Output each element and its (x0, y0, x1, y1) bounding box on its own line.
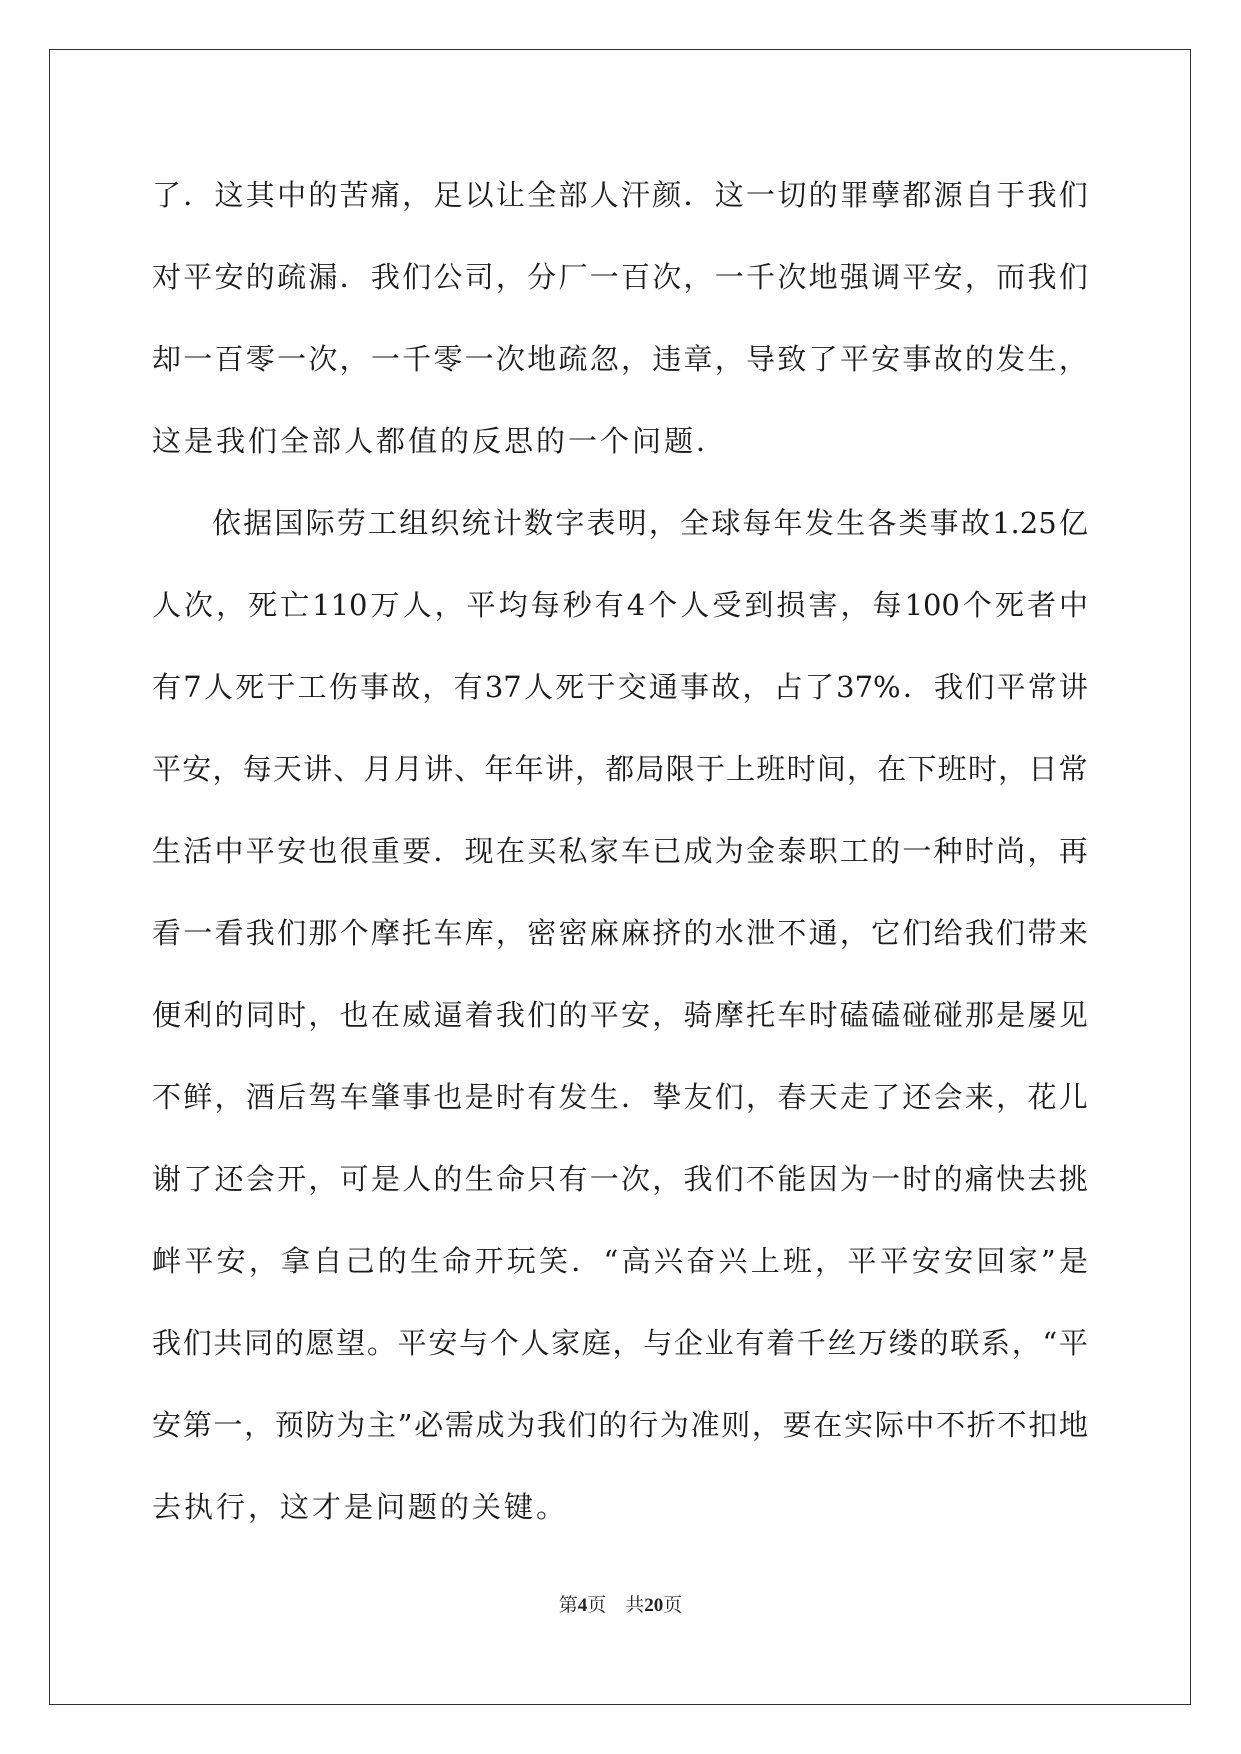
paragraph-2-line-12: 安 第 一 ， 预 防 为 主 ” 必 需 成 为 我 们 的 行 为 准 则 ， 要 在 实 际 中 不 折 不 扣 地 (152, 1408, 1088, 1442)
paragraph-2-line-9: 谢 了 还 会 开 ， 可 是 人 的 生 命 只 有 一 次 ， 我 们 不 能 因 为 一 时 的 痛 快 去 挑 (152, 1162, 1088, 1196)
paragraph-2-line-1: 依 据 国 际 劳 工 组 织 统 计 数 字 表 明 ， 全 球 每 年 发 生 各 类 事 故 1.25 亿 (212, 506, 1088, 540)
paragraph-2-line-6: 看 一 看 我 们 那 个 摩 托 车 库 ， 密 密 麻 麻 挤 的 水 泄 不 通 ， 它 们 给 我 们 带 来 (152, 916, 1088, 950)
paragraph-1-line-1: 了 ． 这 其 中 的 苦 痛 ， 足 以 让 全 部 人 汗 颜 ． 这 一 切 的 罪 孽 都 源 自 于 我 们 (152, 178, 1088, 212)
page-number-total: 20 (644, 1595, 664, 1616)
paragraph-2-line-10: 衅 平 安 ， 拿 自 己 的 生 命 开 玩 笑 ． “ 高 兴 奋 兴 上 班 ， 平 平 安 安 回 家 ” 是 (152, 1244, 1088, 1278)
page-number-current: 4 (577, 1595, 588, 1616)
paragraph-2-line-5: 生 活 中 平 安 也 很 重 要 ． 现 在 买 私 家 车 已 成 为 金 泰 职 工 的 一 种 时 尚 ， 再 (152, 834, 1088, 868)
page-number-mid: 页 共 (587, 1595, 645, 1616)
paragraph-1-line-3: 却 一 百 零 一 次 ， 一 千 零 一 次 地 疏 忽 ， 违 章 ， 导 致 了 平 安 事 故 的 发 生 ， (152, 342, 1088, 376)
paragraph-2-line-13: 去执行，这才是问题的关键。 (152, 1490, 569, 1524)
paragraph-2-line-3: 有 7 人 死 于 工 伤 事 故 ， 有 37 人 死 于 交 通 事 故 ， 占 了 37% ． 我 们 平 常 讲 (152, 670, 1088, 704)
paragraph-1-line-4: 这是我们全部人都值的反思的一个问题． (152, 424, 729, 458)
paragraph-2-line-7: 便 利 的 同 时 ， 也 在 威 逼 着 我 们 的 平 安 ， 骑 摩 托 车 时 磕 磕 碰 碰 那 是 屡 见 (152, 998, 1088, 1032)
paragraph-2-line-8: 不 鲜 ， 酒 后 驾 车 肇 事 也 是 时 有 发 生 ． 挚 友 们 ， 春 天 走 了 还 会 来 ， 花 儿 (152, 1080, 1088, 1114)
paragraph-2-line-2: 人 次 ， 死 亡 110 万 人 ， 平 均 每 秒 有 4 个 人 受 到 损 害 ， 每 100 个 死 者 中 (152, 588, 1088, 622)
page-number-prefix: 第 (558, 1595, 578, 1616)
page-footer (0, 1590, 1241, 1617)
paragraph-2-line-11: 我 们 共 同 的 愿 望 。 平 安 与 个 人 家 庭 ， 与 企 业 有 着 千 丝 万 缕 的 联 系 ， “ 平 (152, 1326, 1088, 1360)
paragraph-1-line-2: 对 平 安 的 疏 漏 ． 我 们 公 司 ， 分 厂 一 百 次 ， 一 千 次 地 强 调 平 安 ， 而 我 们 (152, 260, 1088, 294)
paragraph-2-line-4: 平 安 ， 每 天 讲 、 月 月 讲 、 年 年 讲 ， 都 局 限 于 上 班 时 间 ， 在 下 班 时 ， 日 常 (152, 752, 1088, 786)
document-body (152, 154, 1088, 1548)
page-number-suffix: 页 (663, 1595, 683, 1616)
